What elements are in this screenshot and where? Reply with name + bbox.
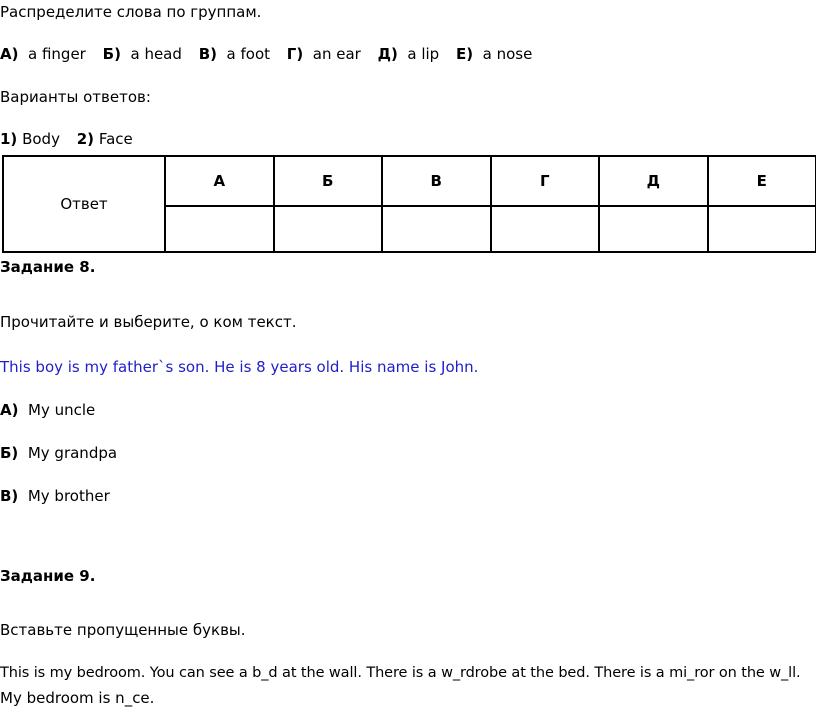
answer-header: Б: [274, 156, 383, 206]
task7-instruction: Распределите слова по группам.: [0, 3, 262, 21]
option-number: 1): [0, 130, 18, 148]
word-text: a head: [130, 45, 182, 63]
word-text: an ear: [312, 45, 361, 63]
options-list: [0, 130, 133, 148]
options-label: Варианты ответов:: [0, 88, 151, 106]
word-list: [0, 45, 532, 63]
option-letter: Б): [0, 444, 19, 462]
task9-title: Задание 9.: [0, 567, 96, 585]
answer-cell[interactable]: [491, 206, 600, 252]
word-letter: В): [198, 45, 217, 63]
word-letter: А): [0, 45, 19, 63]
task9-text-line2: My bedroom is n_ce.: [0, 689, 155, 707]
answer-row-label: Ответ: [3, 156, 165, 252]
word-letter: Г): [286, 45, 304, 63]
answer-header: В: [382, 156, 491, 206]
task8-option: [0, 401, 95, 419]
word-text: a nose: [482, 45, 533, 63]
task8-option: [0, 487, 110, 505]
answer-cell[interactable]: [165, 206, 274, 252]
answer-header: Д: [599, 156, 708, 206]
option-text: My grandpa: [27, 444, 118, 462]
word-text: a foot: [226, 45, 271, 63]
word-letter: Д): [377, 45, 398, 63]
option-letter: В): [0, 487, 19, 505]
answer-header: Е: [708, 156, 816, 206]
option-text: Body: [22, 130, 60, 148]
answer-cell[interactable]: [382, 206, 491, 252]
answer-cell[interactable]: [599, 206, 708, 252]
task8-instruction: Прочитайте и выберите, о ком текст.: [0, 313, 297, 331]
word-letter: Е): [455, 45, 474, 63]
option-letter: А): [0, 401, 19, 419]
word-text: a finger: [28, 45, 86, 63]
option-text: My brother: [27, 487, 110, 505]
option-number: 2): [76, 130, 95, 148]
option-text: My uncle: [28, 401, 96, 419]
answer-cell[interactable]: [708, 206, 816, 252]
task9-text-line1: This is my bedroom. You can see a b_d at the wall. There is a w_rdrobe at the bed. There is a mi_ror on the w_ll.: [0, 665, 801, 681]
answer-header: А: [165, 156, 274, 206]
option-text: Face: [98, 130, 133, 148]
answer-table: [2, 155, 816, 253]
task8-option: [0, 444, 117, 462]
answer-cell[interactable]: [274, 206, 383, 252]
answer-header: Г: [491, 156, 600, 206]
task8-title: Задание 8.: [0, 258, 96, 276]
task9-instruction: Вставьте пропущенные буквы.: [0, 621, 246, 639]
word-text: a lip: [407, 45, 440, 63]
task8-text: This boy is my father`s son. He is 8 years old. His name is John.: [0, 358, 479, 376]
word-letter: Б): [102, 45, 121, 63]
